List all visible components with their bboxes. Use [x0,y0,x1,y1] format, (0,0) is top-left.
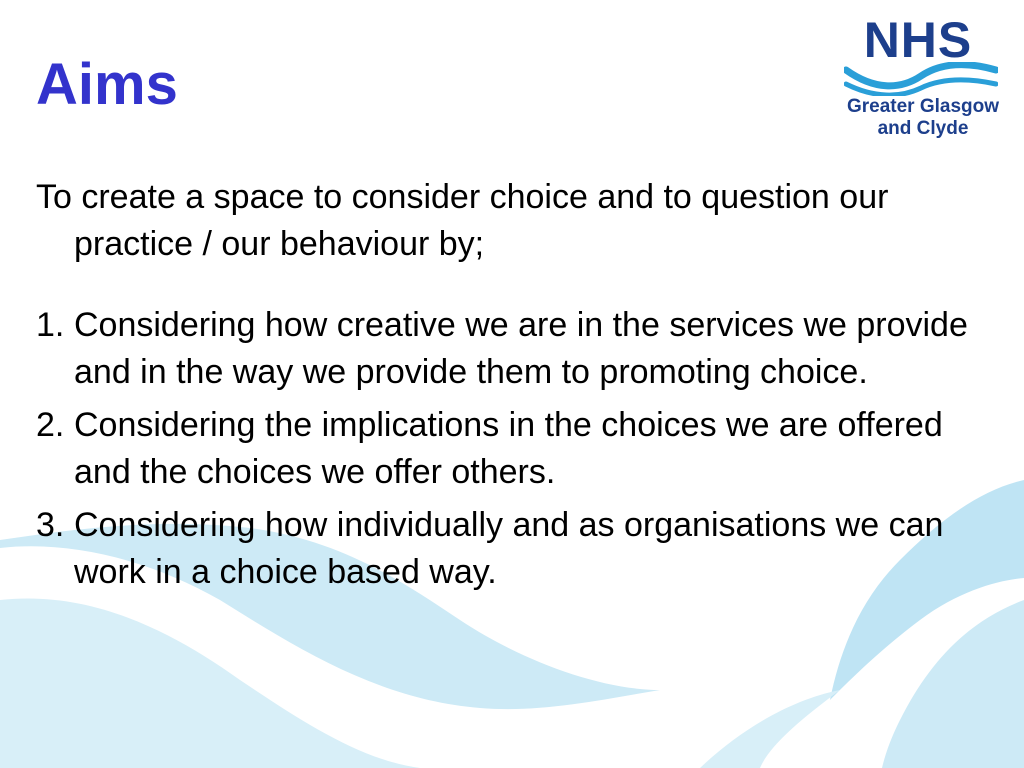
list-item-text: Considering how individually and as organisations we can work in a choice based way. [74,506,944,591]
nhs-logo-region-line1: Greater Glasgow [846,96,1000,117]
nhs-logo [830,12,1016,144]
list-item-number: 3. [36,506,65,544]
nhs-logo-region-line2: and Clyde [877,118,969,139]
list-item-number: 2. [36,406,65,444]
list-item-text: Considering how creative we are in the services we provide and in the way we provide them to promoting choice. [74,306,968,391]
list-item-text: Considering the implications in the choices we are offered and the choices we offer others. [74,406,943,491]
slide-body [36,174,996,602]
aims-list [36,302,996,596]
list-item [36,502,996,596]
slide-title: Aims [36,52,178,117]
list-item [36,402,996,496]
nhs-wave-icon [844,62,998,96]
list-item [36,302,996,396]
intro-text: To create a space to consider choice and to question our practice / our behaviour by; [36,178,889,263]
nhs-logo-mark: NHS [863,12,973,68]
list-item-number: 1. [36,306,65,344]
